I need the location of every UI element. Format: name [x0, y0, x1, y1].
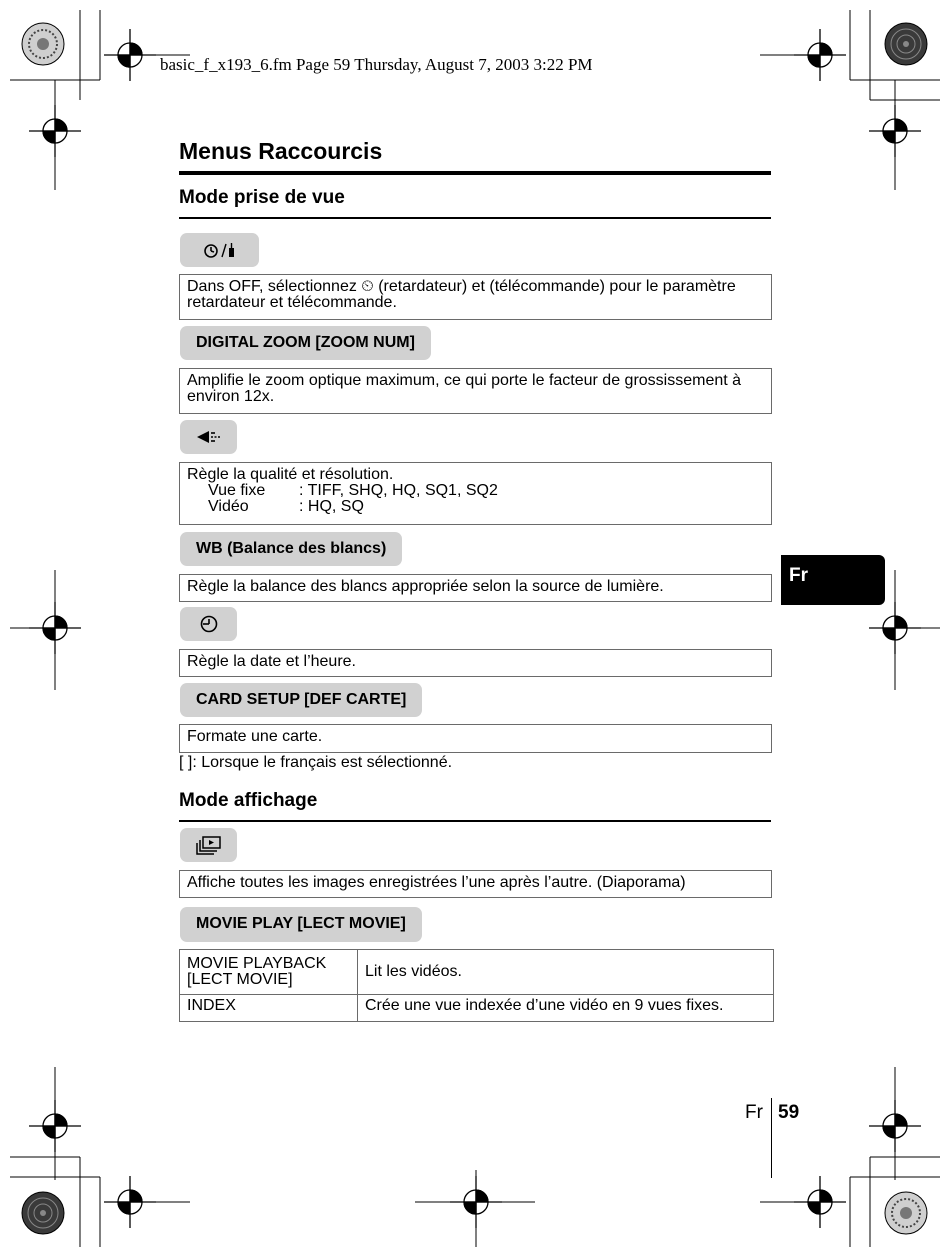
table-cell-desc: Crée une vue indexée d’une vidéo en 9 vues fixes. [358, 995, 774, 1022]
table-cell-desc: Lit les vidéos. [358, 950, 774, 995]
spec-value: : TIFF, SHQ, HQ, SQ1, SQ2 [299, 482, 498, 499]
page-title: Menus Raccourcis [179, 138, 383, 164]
description-box: Règle la balance des blancs appropriée selon la source de lumière. [179, 574, 772, 602]
description-box: Formate une carte. [179, 724, 772, 753]
table-row [180, 950, 774, 995]
title-rule [179, 171, 771, 175]
white-balance-tab: WB (Balance des blancs) [180, 532, 402, 566]
digital-zoom-tab: DIGITAL ZOOM [ZOOM NUM] [180, 326, 431, 360]
spec-label: Vidéo [208, 498, 249, 515]
description-text: Règle la qualité et résolution. [187, 466, 394, 483]
section-heading-playback: Mode affichage [179, 790, 318, 811]
date-time-tab [180, 607, 237, 641]
spec-row [187, 499, 764, 515]
section-rule [179, 217, 771, 219]
description-box: Dans OFF, sélectionnez ⏲ (retardateur) et (télécommande) pour le paramètre retardateur et télécommande. [179, 274, 772, 320]
section-rule [179, 820, 771, 822]
slideshow-icon [196, 835, 222, 855]
card-setup-tab: CARD SETUP [DEF CARTE] [180, 683, 422, 717]
language-side-tab: Fr [781, 555, 885, 605]
image-quality-tab [180, 420, 237, 454]
language-note: [ ]: Lorsque le français est sélectionné. [179, 754, 453, 771]
print-header: basic_f_x193_6.fm Page 59 Thursday, August 7, 2003 3:22 PM [160, 55, 593, 74]
self-timer-remote-tab [180, 233, 259, 267]
description-box [179, 462, 772, 525]
footer-divider [771, 1098, 772, 1178]
description-box: Amplifie le zoom optique maximum, ce qui porte le facteur de grossissement à environ 12x. [179, 368, 772, 414]
table-cell-option: MOVIE PLAYBACK [LECT MOVIE] [180, 950, 358, 995]
movie-play-table [179, 949, 774, 1022]
section-heading-shooting: Mode prise de vue [179, 187, 345, 208]
clock-icon [196, 615, 222, 633]
page-number: 59 [778, 1102, 800, 1123]
footer-language: Fr [745, 1102, 763, 1123]
image-quality-icon [195, 428, 223, 446]
spec-label: Vue fixe [208, 482, 266, 499]
description-box: Règle la date et l’heure. [179, 649, 772, 677]
slideshow-tab [180, 828, 237, 862]
spec-value: : HQ, SQ [299, 498, 364, 515]
description-box: Affiche toutes les images enregistrées l’une après l’autre. (Diaporama) [179, 870, 772, 898]
table-cell-option: INDEX [180, 995, 358, 1022]
movie-play-tab: MOVIE PLAY [LECT MOVIE] [180, 907, 422, 942]
self-timer-remote-icon [203, 240, 237, 260]
table-row [180, 995, 774, 1022]
spec-row [187, 483, 764, 499]
